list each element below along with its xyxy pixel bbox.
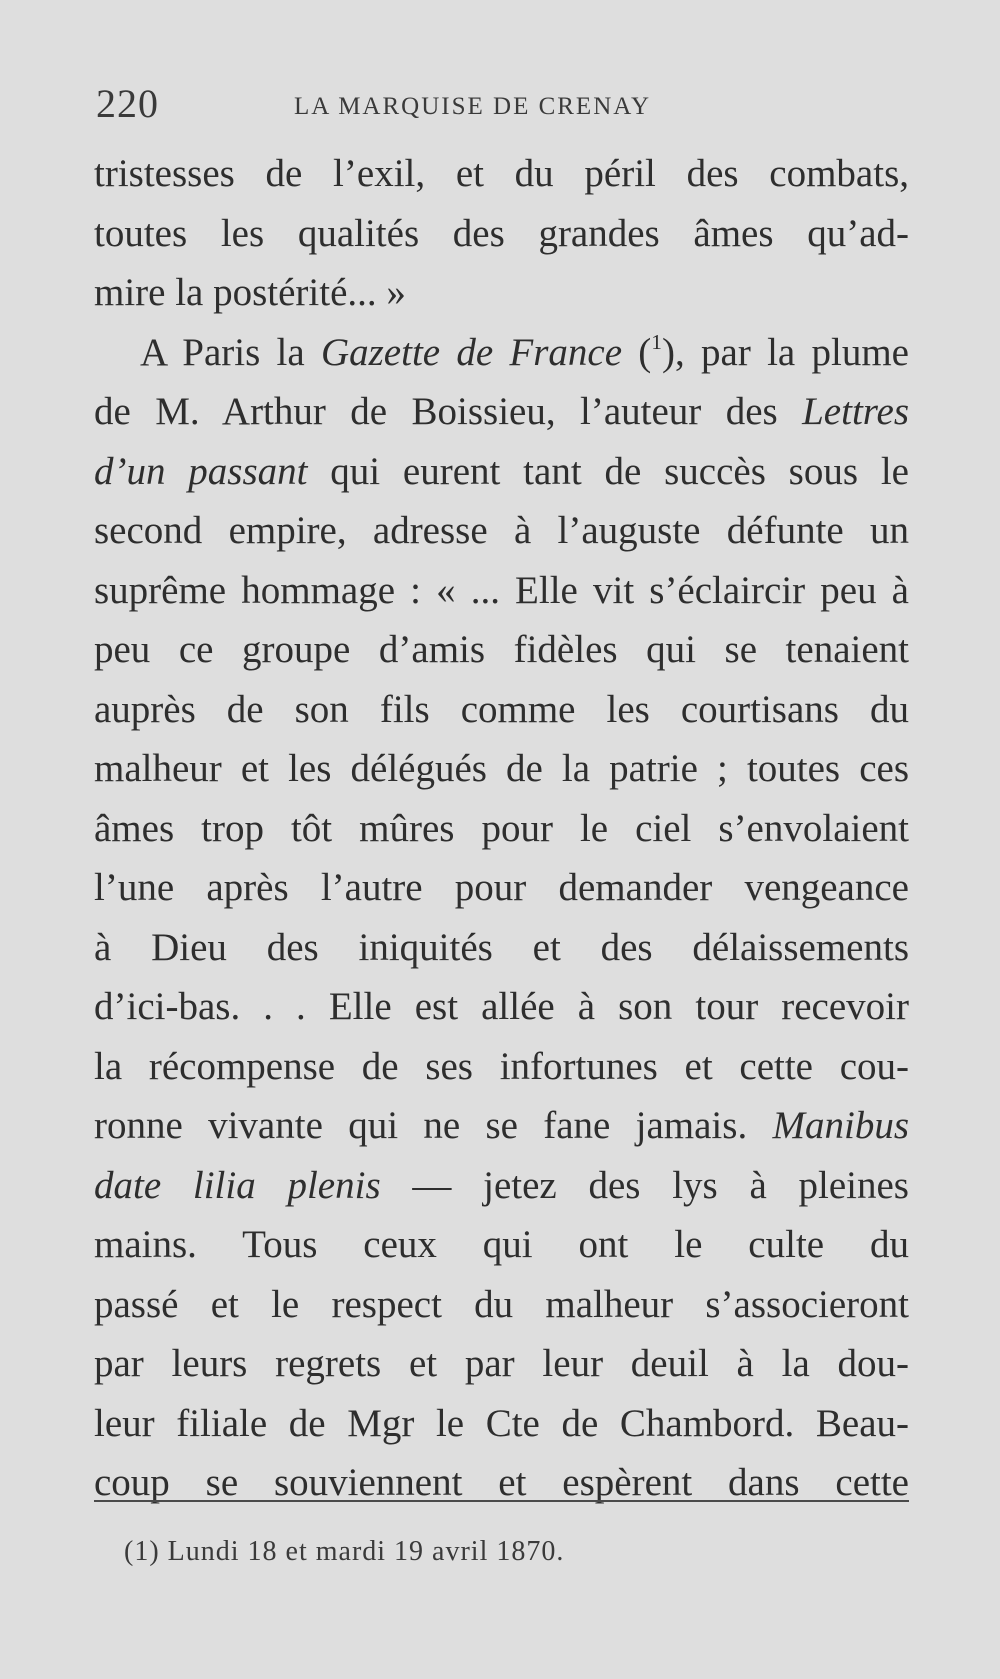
italic-latin: date lilia plenis bbox=[94, 1163, 381, 1207]
text-line: auprès de son fils comme les courtisans du bbox=[94, 687, 909, 731]
text-segment: ( bbox=[622, 330, 652, 374]
body-text bbox=[94, 144, 909, 1513]
text-line: toutes les qualités des grandes âmes qu’ad- bbox=[94, 211, 909, 255]
text-line bbox=[94, 1096, 909, 1156]
text-segment: ronne vivante qui ne se fane jamais. bbox=[94, 1104, 773, 1147]
text-segment: A Paris la bbox=[140, 330, 321, 374]
text-line: par leurs regrets et par leur deuil à la dou- bbox=[94, 1342, 909, 1385]
footnote-divider bbox=[94, 1500, 909, 1502]
running-title: LA MARQUISE DE CRENAY bbox=[294, 93, 652, 120]
footnote-marker: 1 bbox=[651, 329, 663, 354]
text-line bbox=[94, 382, 909, 442]
text-line bbox=[94, 323, 909, 383]
text-line: malheur et les délégués de la patrie ; toutes ces bbox=[94, 747, 909, 790]
text-line: à Dieu des iniquités et des délaissements bbox=[94, 925, 909, 969]
text-line: tristesses de l’exil, et du péril des combats, bbox=[94, 152, 909, 195]
text-line: suprême hommage : « ... Elle vit s’éclaircir peu à bbox=[94, 568, 909, 612]
text-segment: ), par la plume bbox=[662, 330, 909, 374]
text-line: leur filiale de Mgr le Cte de Chambord. Beau- bbox=[94, 1401, 909, 1445]
page-number: 220 bbox=[96, 81, 159, 126]
text-line: passé et le respect du malheur s’associeront bbox=[94, 1282, 909, 1326]
italic-title: d’un passant bbox=[94, 449, 308, 493]
text-segment: de M. Arthur de Boissieu, l’auteur des bbox=[94, 390, 803, 433]
text-segment: — jetez des lys à pleines bbox=[380, 1163, 909, 1207]
text-line bbox=[94, 1156, 909, 1216]
text-line: mire la postérité... » bbox=[94, 271, 406, 314]
italic-title: Lettres bbox=[802, 390, 909, 433]
text-line: second empire, adresse à l’auguste défunte un bbox=[94, 509, 909, 552]
text-line: la récompense de ses infortunes et cette cou- bbox=[94, 1044, 909, 1088]
text-line: d’ici-bas. . . Elle est allée à son tour recevoir bbox=[94, 985, 909, 1028]
text-line: l’une après l’autre pour demander vengeance bbox=[94, 866, 909, 909]
text-line: coup se souviennent et espèrent dans cette bbox=[94, 1461, 909, 1504]
page-header bbox=[96, 80, 912, 128]
text-line: peu ce groupe d’amis fidèles qui se tenaient bbox=[94, 628, 909, 671]
text-line bbox=[94, 442, 909, 502]
footnote: (1) Lundi 18 et mardi 19 avril 1870. bbox=[124, 1536, 565, 1567]
italic-title: Gazette de France bbox=[320, 330, 623, 374]
italic-latin: Manibus bbox=[772, 1104, 909, 1147]
text-segment: qui eurent tant de succès sous le bbox=[307, 449, 909, 493]
text-line: âmes trop tôt mûres pour le ciel s’envolaient bbox=[94, 806, 909, 850]
text-line: mains. Tous ceux qui ont le culte du bbox=[94, 1223, 909, 1266]
